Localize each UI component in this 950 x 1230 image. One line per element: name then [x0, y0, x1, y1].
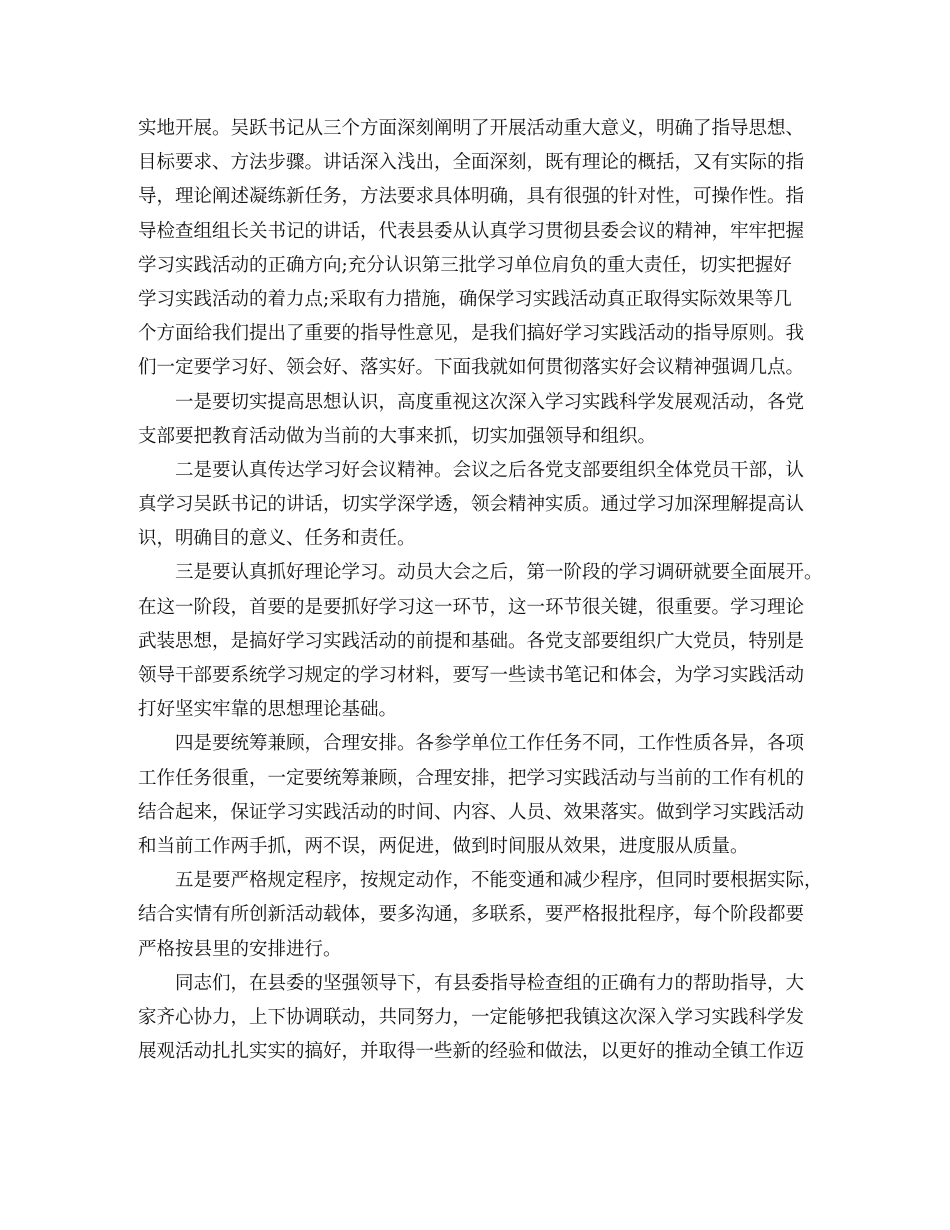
text-line: 结合实情有所创新活动载体，要多沟通，多联系，要严格报批程序，每个阶段都要 [138, 904, 805, 926]
paragraph-first-line: 二是要认真传达学习好会议精神。会议之后各党支部要组织全体党员干部，认 [175, 459, 805, 481]
text-line: 识，明确目的意义、任务和责任。 [138, 528, 416, 550]
text-line: 武装思想，是搞好学习实践活动的前提和基础。各党支部要组织广大党员，特别是 [138, 630, 805, 652]
paragraph-first-line: 三是要认真抓好理论学习。动员大会之后，第一阶段的学习调研就要全面展开。 [175, 562, 823, 584]
paragraph-first-line: 四是要统筹兼顾，合理安排。各参学单位工作任务不同，工作性质各异，各项 [175, 733, 805, 755]
text-line: 打好坚实牢靠的思想理论基础。 [138, 699, 398, 721]
paragraph-first-line: 同志们，在县委的坚强领导下，有县委指导检查组的正确有力的帮助指导，大 [175, 972, 805, 994]
text-line: 导检查组组长关书记的讲话，代表县委从认真学习贯彻县委会议的精神，牢牢把握 [138, 220, 805, 242]
text-line: 领导干部要系统学习规定的学习材料，要写一些读书笔记和体会，为学习实践活动 [138, 665, 805, 686]
text-line: 们一定要学习好、领会好、落实好。下面我就如何贯彻落实好会议精神强调几点。 [138, 357, 805, 379]
text-line: 实地开展。吴跃书记从三个方面深刻阐明了开展活动重大意义，明确了指导思想、 [138, 118, 805, 139]
text-line: 导，理论阐述凝练新任务，方法要求具体明确，具有很强的针对性，可操作性。指 [138, 186, 805, 208]
document-body [138, 112, 828, 1069]
text-line: 目标要求、方法步骤。讲话深入浅出，全面深刻，既有理论的概括，又有实际的指 [138, 152, 805, 174]
text-line: 真学习吴跃书记的讲话，切实学深学透，领会精神实质。通过学习加深理解提高认 [138, 494, 805, 516]
text-line: 学习实践活动的正确方向;充分认识第三批学习单位肩负的重大责任，切实把握好 [138, 254, 792, 276]
paragraph-first-line: 一是要切实提高思想认识，高度重视这次深入学习实践科学发展观活动，各党 [175, 391, 805, 413]
text-line: 支部要把教育活动做为当前的大事来抓，切实加强领导和组织。 [138, 425, 657, 447]
text-line: 在这一阶段，首要的是要抓好学习这一环节，这一环节很关键，很重要。学习理论 [138, 596, 805, 618]
text-line: 学习实践活动的着力点;采取有力措施，确保学习实践活动真正取得实际效果等几 [138, 288, 792, 310]
text-line: 和当前工作两手抓，两不误，两促进，做到时间服从效果，进度服从质量。 [138, 835, 749, 857]
text-line: 个方面给我们提出了重要的指导性意见，是我们搞好学习实践活动的指导原则。我 [138, 323, 805, 345]
text-line: 结合起来，保证学习实践活动的时间、内容、人员、效果落实。做到学习实践活动 [138, 801, 805, 823]
paragraph-first-line: 五是要严格规定程序，按规定动作，不能变通和减少程序，但同时要根据实际， [175, 870, 823, 892]
text-line: 工作任务很重，一定要统筹兼顾，合理安排，把学习实践活动与当前的工作有机的 [138, 767, 805, 789]
text-line: 严格按县里的安排进行。 [138, 938, 342, 960]
text-line: 家齐心协力，上下协调联动，共同努力，一定能够把我镇这次深入学习实践科学发 [138, 1006, 805, 1028]
text-line: 展观活动扎扎实实的搞好，并取得一些新的经验和做法，以更好的推动全镇工作迈 [138, 1041, 805, 1063]
